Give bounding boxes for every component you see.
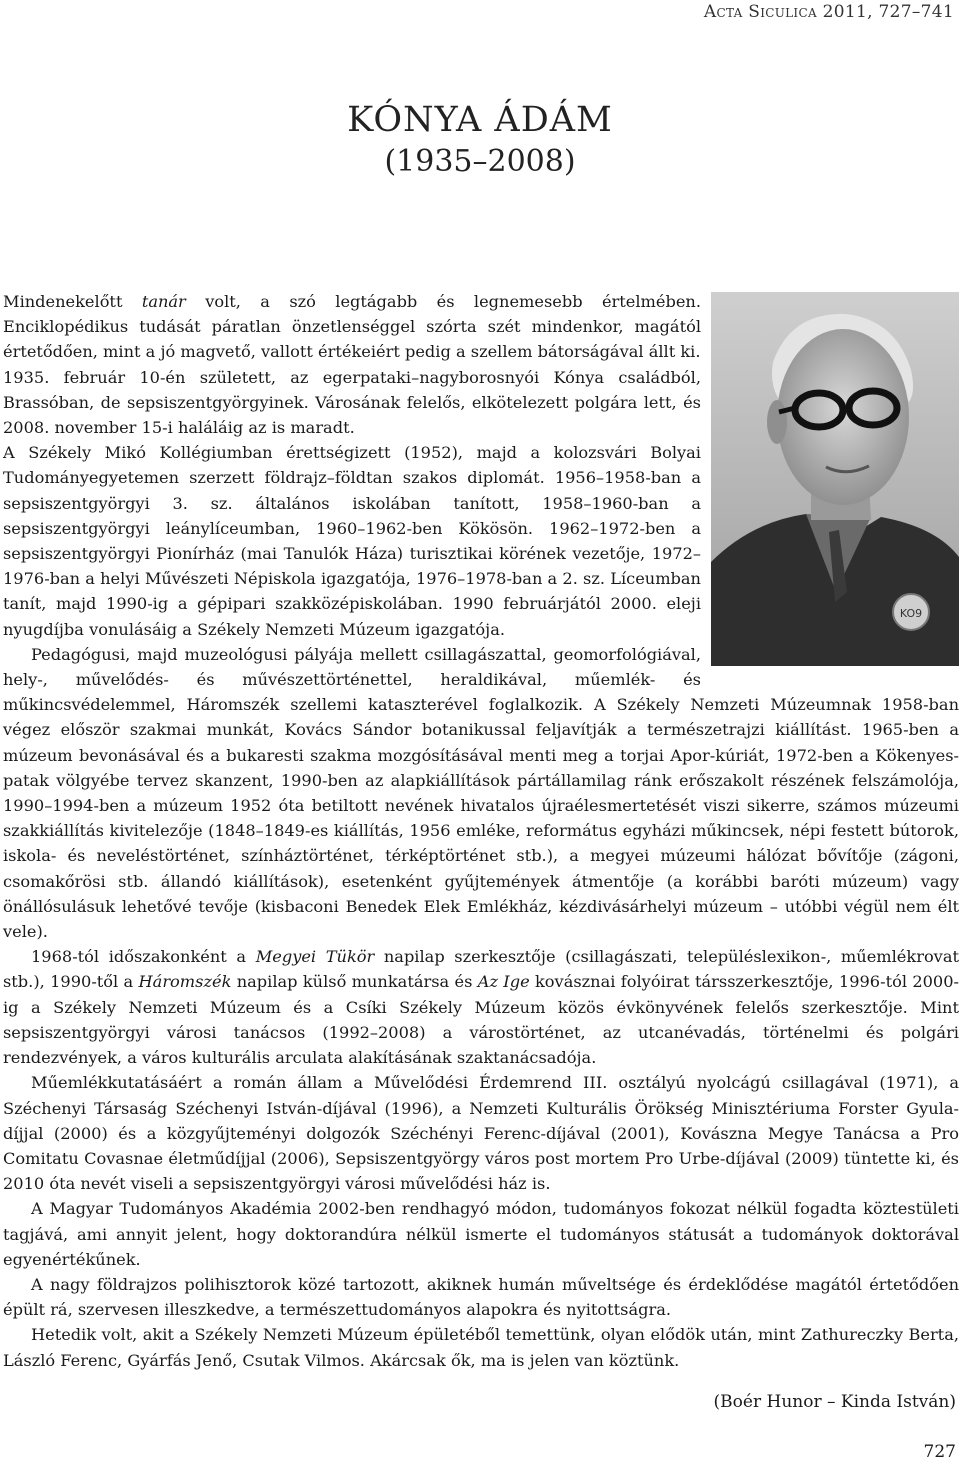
paragraph-6: Műemlékkutatásáért a román állam a Művelődési Érdemrend III. osztályú nyolcágú csillagával (1971), a Széchenyi Társaság Széchenyi István-díjával (1996), a Nemzeti Kulturális Örökség Minisztériuma Forster Gyula-díjjal (2000) és a közgyűjteményi dolgozók Széchényi Ferenc-díjával (2001), Kovászna Megye Tanácsa a Pro Comitatu Covasnae életműdíjjal (2006), Sepsiszentgyörgy város post mortem Pro Urbe-díjával (2009) tüntette ki, és 2010 óta nevét viseli a sepsiszentgyörgyi városi művelődési ház is.: [3, 1073, 959, 1194]
title-name: KÓNYA ÁDÁM: [347, 100, 613, 140]
page-number: 727: [923, 1442, 956, 1462]
paragraph-9: Hetedik volt, akit a Székely Nemzeti Múzeum épületéből temettünk, olyan elődök után, mint Zathureczky Berta, László Ferenc, Gyárfás Jenő, Csutak Vilmos. Akárcsak ők, ma is jelen van köztünk.: [3, 1325, 959, 1370]
paragraph-3: A Székely Mikó Kollégiumban érettségizett (1952), majd a kolozsvári Bolyai Tudományegyetemen szerzett földrajz–földtan szakos diplomát. 1956–1958-ban a sepsiszentgyörgyi 3. sz. általános iskolában tanított, 1958–1960-ban a sepsiszentgyörgyi leánylíceumban, 1960–1962-ben Kökösön. 1962–1972-ben a sepsiszentgyörgyi Pionírház (mai Tanulók Háza) turisztikai körének vezetője, 1972–1976-ban a helyi Művészeti Népiskola igazgatója, 1976–1978-ban a 2. sz. Líceumban tanít, majd 1990-ig a gépipari szakközépiskolában. 1990 februárjától 2000. eleji nyugdíjba vonulásáig a Székely Nemzeti Múzeum igazgatója.: [3, 443, 701, 639]
paragraph-4: Pedagógusi, majd muzeológusi pályája mellett csillagászattal, geomorfológiával, hely-, művelődés- és művészettörténettel, heraldikával, műemlék- és műkincsvédelemmel, Háromszék szellemi kataszterével foglalkozik. A Székely Nemzeti Múzeumnak 1958-ban végez először szakmai munkát, Kovács Sándor botanikussal feljavítják a természetrajzi kiállítást. 1965-ben a múzeum bevonásával és a bukaresti szakma mozgósításával menti meg a torjai Apor-kúriát, 1972-ben a Kökenyes-patak völgyébe tervez skanzent, 1990-ben az alapkiállítások pártállamilag ránk erőszakolt részének felszámolója, 1990–1994-ben a múzeum 1952 óta betiltott nevének hivatalos újraélesmertetését viszi sikerre, számos múzeumi szakkiállítás kivitelezője (1848–1849-es kiállítás, 1956 emléke, református egyházi műkincsek, népi festett bútorok, iskola- és neveléstörténet, színháztörténet, térképtörténet stb.), a megyei múzeumi hálózat bővítője (zágoni, csomakőrösi stb. állandó kiállítások), esetenként gyűjtemények átmentője (a korábbi baróti múzeum) vagy önállósulásuk lehetővé tevője (kisbaconi Benedek Elek Emlékház, kézdivásárhelyi múzeum – utóbbi végül nem élt vele).: [3, 644, 959, 942]
paragraph-5: 1968-tól időszakonként a Megyei Tükör napilap szerkesztője (csillagászati, településlexikon-, műemlékrovat stb.), 1990-től a Háromszék napilap külső munkatársa és Az Ige kovásznai folyóirat társszerkesztője, 1996-tól 2000-ig a Székely Nemzeti Múzeum és a Csíki Székely Múzeum közös évkönyvének felelős szerkesztője. Mint sepsiszentgyörgyi városi tanácsos (1992–2008) a várostörténet, az utcanévadás, történelmi és polgári rendezvények, a város kulturális arculata alakításának szaktanácsadója.: [3, 947, 959, 1068]
article-body: [3, 289, 959, 1373]
paragraph-1: Mindenekelőtt tanár volt, a szó legtágabb és legnemesebb értelmében. Enciklopédikus tudását páratlan önzetlenséggel szórta szét mindenkor, magától értetődően, mint a jó magvető, vallott értékeiért pedig a szellem bátorságával állt ki.: [3, 292, 701, 362]
title-years: (1935–2008): [384, 144, 576, 179]
author-signature: (Boér Hunor – Kinda István): [713, 1392, 956, 1412]
badge-text: KO9: [899, 607, 923, 620]
running-head: Acta Siculica 2011, 727–741: [703, 2, 954, 22]
portrait-image: [711, 292, 959, 666]
paragraph-8: A nagy földrajzos polihisztorok közé tartozott, akiknek humán műveltsége és érdeklődése magától értetődően épült rá, szervesen illeszkedve, a természettudományos alapokra és nyitottságra.: [3, 1274, 959, 1320]
portrait-photo: [711, 292, 959, 666]
paragraph-2: 1935. február 10-én született, az egerpataki–nagyborosnyói Kónya családból, Brassóban, de sepsiszentgyörgyinek. Városának felelős, elkötelezett polgára lett, és 2008. november 15-i haláláig az is maradt.: [3, 367, 701, 438]
article-title: [0, 100, 960, 182]
paragraph-7: A Magyar Tudományos Akadémia 2002-ben rendhagyó módon, tudományos fokozat nélkül fogadta köztestületi tagjává, ami annyit jelent, hogy doktorandúra nélkül ismerte el tudományos státusát a tudományok doktorával egyenértékűnek.: [3, 1199, 959, 1269]
